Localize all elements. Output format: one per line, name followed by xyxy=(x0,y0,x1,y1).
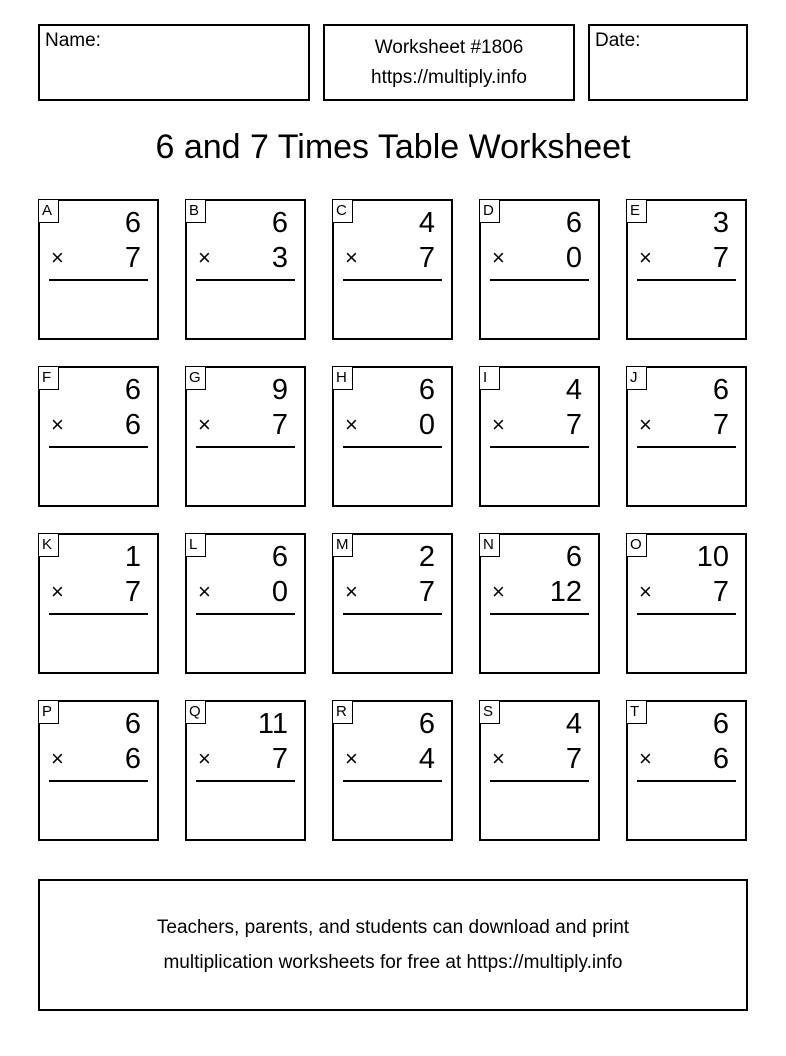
multiply-sign: × xyxy=(51,245,64,270)
problem-letter: N xyxy=(479,533,500,557)
problem-letter: K xyxy=(38,533,59,557)
answer-line xyxy=(637,279,736,281)
problem-card xyxy=(185,700,306,841)
worksheet-number: Worksheet #1806 xyxy=(374,37,524,58)
problem-letter: D xyxy=(479,199,500,223)
answer-space[interactable] xyxy=(49,452,148,499)
problem-card xyxy=(332,199,453,340)
multiplicand: 6 xyxy=(124,708,141,740)
multiplicand: 9 xyxy=(271,374,288,406)
footer-line-2: multiplication worksheets for free at https://multiply.info xyxy=(163,952,623,973)
answer-line xyxy=(49,279,148,281)
problem-card xyxy=(332,366,453,507)
multiply-sign: × xyxy=(345,579,358,604)
answer-space[interactable] xyxy=(637,285,736,332)
multiplier: 7 xyxy=(418,576,435,608)
multiply-sign: × xyxy=(492,746,505,771)
multiplier: 7 xyxy=(418,242,435,274)
multiplicand: 6 xyxy=(418,708,435,740)
problem-card xyxy=(479,700,600,841)
multiply-sign: × xyxy=(639,579,652,604)
answer-line xyxy=(49,780,148,782)
multiplier: 0 xyxy=(565,242,582,274)
answer-space[interactable] xyxy=(637,452,736,499)
answer-space[interactable] xyxy=(49,619,148,666)
worksheet-url[interactable]: https://multiply.info xyxy=(371,67,527,88)
answer-line xyxy=(490,780,589,782)
multiply-sign: × xyxy=(51,579,64,604)
answer-space[interactable] xyxy=(490,786,589,833)
problem-card xyxy=(479,533,600,674)
problem-letter: P xyxy=(38,700,59,724)
multiply-sign: × xyxy=(639,245,652,270)
answer-line xyxy=(343,613,442,615)
problem-card xyxy=(38,199,159,340)
multiplicand: 6 xyxy=(418,374,435,406)
answer-space[interactable] xyxy=(196,452,295,499)
multiplicand: 1 xyxy=(124,541,141,573)
problem-letter: C xyxy=(332,199,353,223)
multiply-sign: × xyxy=(198,746,211,771)
problem-letter: M xyxy=(332,533,353,557)
answer-space[interactable] xyxy=(490,285,589,332)
answer-line xyxy=(490,613,589,615)
multiplicand: 6 xyxy=(712,708,729,740)
multiply-sign: × xyxy=(198,579,211,604)
answer-space[interactable] xyxy=(196,619,295,666)
answer-space[interactable] xyxy=(490,452,589,499)
answer-line xyxy=(49,613,148,615)
multiplicand: 10 xyxy=(696,541,729,573)
multiplicand: 6 xyxy=(565,541,582,573)
multiply-sign: × xyxy=(198,245,211,270)
problem-card xyxy=(626,533,747,674)
problem-letter: I xyxy=(479,366,500,390)
multiplicand: 6 xyxy=(124,207,141,239)
footer-line-1: Teachers, parents, and students can download and print xyxy=(156,917,630,938)
multiply-sign: × xyxy=(345,245,358,270)
problem-letter: L xyxy=(185,533,206,557)
answer-space[interactable] xyxy=(343,452,442,499)
multiplier: 12 xyxy=(549,576,582,608)
multiplier: 7 xyxy=(271,743,288,775)
answer-line xyxy=(49,446,148,448)
answer-space[interactable] xyxy=(343,619,442,666)
problem-letter: E xyxy=(626,199,647,223)
multiplier: 7 xyxy=(565,409,582,441)
footer-note xyxy=(38,879,748,1011)
multiplier: 7 xyxy=(712,576,729,608)
problem-card xyxy=(479,199,600,340)
multiplicand: 2 xyxy=(418,541,435,573)
answer-space[interactable] xyxy=(49,786,148,833)
answer-space[interactable] xyxy=(637,619,736,666)
multiply-sign: × xyxy=(198,412,211,437)
answer-space[interactable] xyxy=(343,786,442,833)
multiplicand: 11 xyxy=(257,708,288,740)
answer-space[interactable] xyxy=(637,786,736,833)
problem-letter: G xyxy=(185,366,206,390)
page-title: 6 and 7 Times Table Worksheet xyxy=(155,128,631,166)
problem-letter: H xyxy=(332,366,353,390)
problem-letter: J xyxy=(626,366,647,390)
answer-space[interactable] xyxy=(343,285,442,332)
problem-letter: B xyxy=(185,199,206,223)
problem-letter: O xyxy=(626,533,647,557)
multiplicand: 6 xyxy=(271,541,288,573)
problem-card xyxy=(626,199,747,340)
problem-card xyxy=(38,366,159,507)
answer-line xyxy=(637,613,736,615)
multiplicand: 4 xyxy=(565,708,582,740)
problem-card xyxy=(185,199,306,340)
answer-line xyxy=(343,279,442,281)
answer-line xyxy=(196,446,295,448)
problem-card xyxy=(626,700,747,841)
multiplier: 6 xyxy=(124,743,141,775)
answer-line xyxy=(343,780,442,782)
multiply-sign: × xyxy=(639,412,652,437)
problem-card xyxy=(38,533,159,674)
problem-letter: A xyxy=(38,199,59,223)
multiplicand: 4 xyxy=(418,207,435,239)
multiplier: 7 xyxy=(712,242,729,274)
problem-letter: Q xyxy=(185,700,206,724)
multiply-sign: × xyxy=(345,412,358,437)
multiply-sign: × xyxy=(492,245,505,270)
multiplicand: 6 xyxy=(124,374,141,406)
answer-line xyxy=(637,446,736,448)
problem-letter: F xyxy=(38,366,59,390)
problem-letter: S xyxy=(479,700,500,724)
date-label: Date: xyxy=(595,30,641,51)
problem-card xyxy=(332,700,453,841)
multiply-sign: × xyxy=(492,412,505,437)
answer-space[interactable] xyxy=(490,619,589,666)
multiplier: 6 xyxy=(124,409,141,441)
multiplier: 3 xyxy=(271,242,288,274)
answer-line xyxy=(637,780,736,782)
multiplicand: 3 xyxy=(712,207,729,239)
answer-line xyxy=(490,446,589,448)
multiplier: 7 xyxy=(124,576,141,608)
problem-card xyxy=(332,533,453,674)
multiplier: 7 xyxy=(565,743,582,775)
answer-line xyxy=(196,279,295,281)
multiplicand: 6 xyxy=(565,207,582,239)
answer-line xyxy=(196,613,295,615)
problem-card xyxy=(626,366,747,507)
multiplier: 7 xyxy=(124,242,141,274)
multiplicand: 6 xyxy=(271,207,288,239)
multiplicand: 6 xyxy=(712,374,729,406)
multiplier: 4 xyxy=(418,743,435,775)
multiply-sign: × xyxy=(51,746,64,771)
multiplier: 0 xyxy=(271,576,288,608)
multiply-sign: × xyxy=(51,412,64,437)
multiply-sign: × xyxy=(345,746,358,771)
problem-card xyxy=(38,700,159,841)
problem-letter: R xyxy=(332,700,353,724)
problem-letter: T xyxy=(626,700,647,724)
answer-space[interactable] xyxy=(49,285,148,332)
multiplier: 0 xyxy=(418,409,435,441)
answer-space[interactable] xyxy=(196,285,295,332)
multiplier: 7 xyxy=(712,409,729,441)
answer-line xyxy=(490,279,589,281)
multiplier: 6 xyxy=(712,743,729,775)
multiplicand: 4 xyxy=(565,374,582,406)
answer-line xyxy=(196,780,295,782)
problem-card xyxy=(185,533,306,674)
name-label: Name: xyxy=(45,30,101,51)
answer-space[interactable] xyxy=(196,786,295,833)
problem-card xyxy=(479,366,600,507)
multiply-sign: × xyxy=(492,579,505,604)
answer-line xyxy=(343,446,442,448)
multiplier: 7 xyxy=(271,409,288,441)
problem-card xyxy=(185,366,306,507)
multiply-sign: × xyxy=(639,746,652,771)
